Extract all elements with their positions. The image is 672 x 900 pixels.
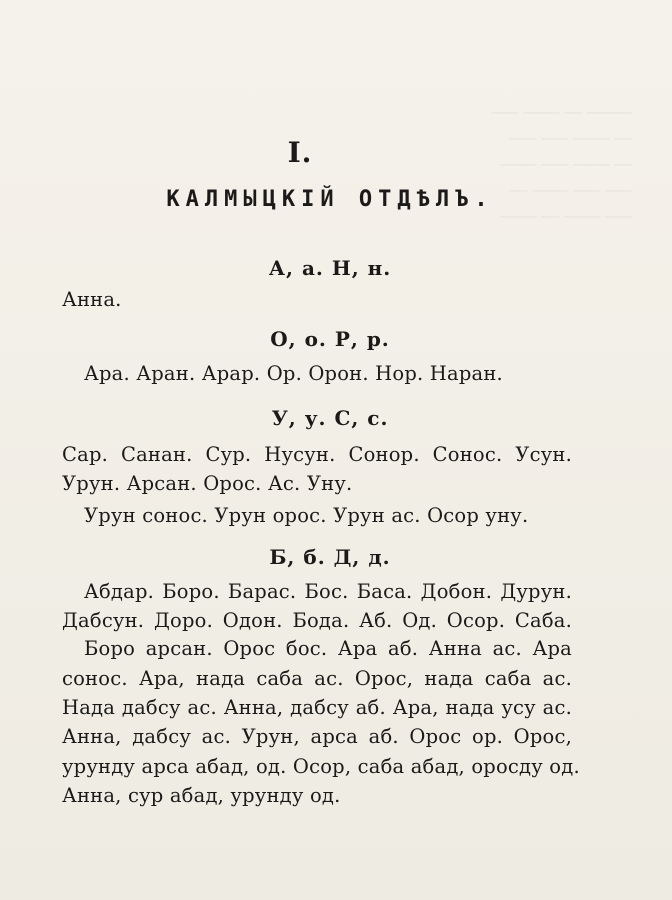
text-line: Нада дабсу ас. Анна, дабсу аб. Ара, нада усу ас. [62, 696, 572, 719]
text-line: Урун. Арсан. Орос. Ас. Уну. [62, 472, 353, 495]
text-line: Ара. Аран. Арар. Ор. Орон. Нор. Наран. [84, 362, 503, 385]
text-line: урунду арса абад, од. Осор, саба абад, оросду од. [62, 755, 580, 778]
letter-heading: Б, б. Д, д. [269, 545, 391, 569]
section-title: КАЛМЫЦКІЙ ОТДѢЛЪ. [166, 187, 494, 212]
letter-heading: У, у. С, с. [271, 406, 389, 430]
text-line: Анна, сур абад, урунду од. [62, 784, 341, 807]
text-line: сонос. Ара, нада саба ас. Орос, нада саба ас. [62, 667, 572, 690]
text-line: Боро арсан. Орос бос. Ара аб. Анна ас. Ара [84, 637, 572, 660]
text-line: Сар. Санан. Сур. Нусун. Сонор. Сонос. Усун. [62, 443, 572, 466]
text-line: Анна. [62, 288, 122, 311]
chapter-numeral: I. [287, 136, 313, 169]
letter-heading: О, о. Р, р. [270, 327, 390, 351]
bleed-through-text: ─── ──── ── ───── ─── ─── ──── ── ──── ─── ──── ── ── ──── ─── ─── ──── ── ──── ─── [491, 104, 632, 226]
text-line: Абдар. Боро. Барас. Бос. Баса. Добон. Дурун. [84, 580, 572, 603]
letter-heading: А, а. Н, н. [268, 256, 392, 280]
text-line: Дабсун. Доро. Одон. Бода. Аб. Од. Осор. Саба. [62, 609, 572, 632]
text-line: Урун сонос. Урун орос. Урун ас. Осор уну. [84, 504, 529, 527]
text-line: Анна, дабсу ас. Урун, арса аб. Орос ор. Орос, [62, 725, 572, 748]
